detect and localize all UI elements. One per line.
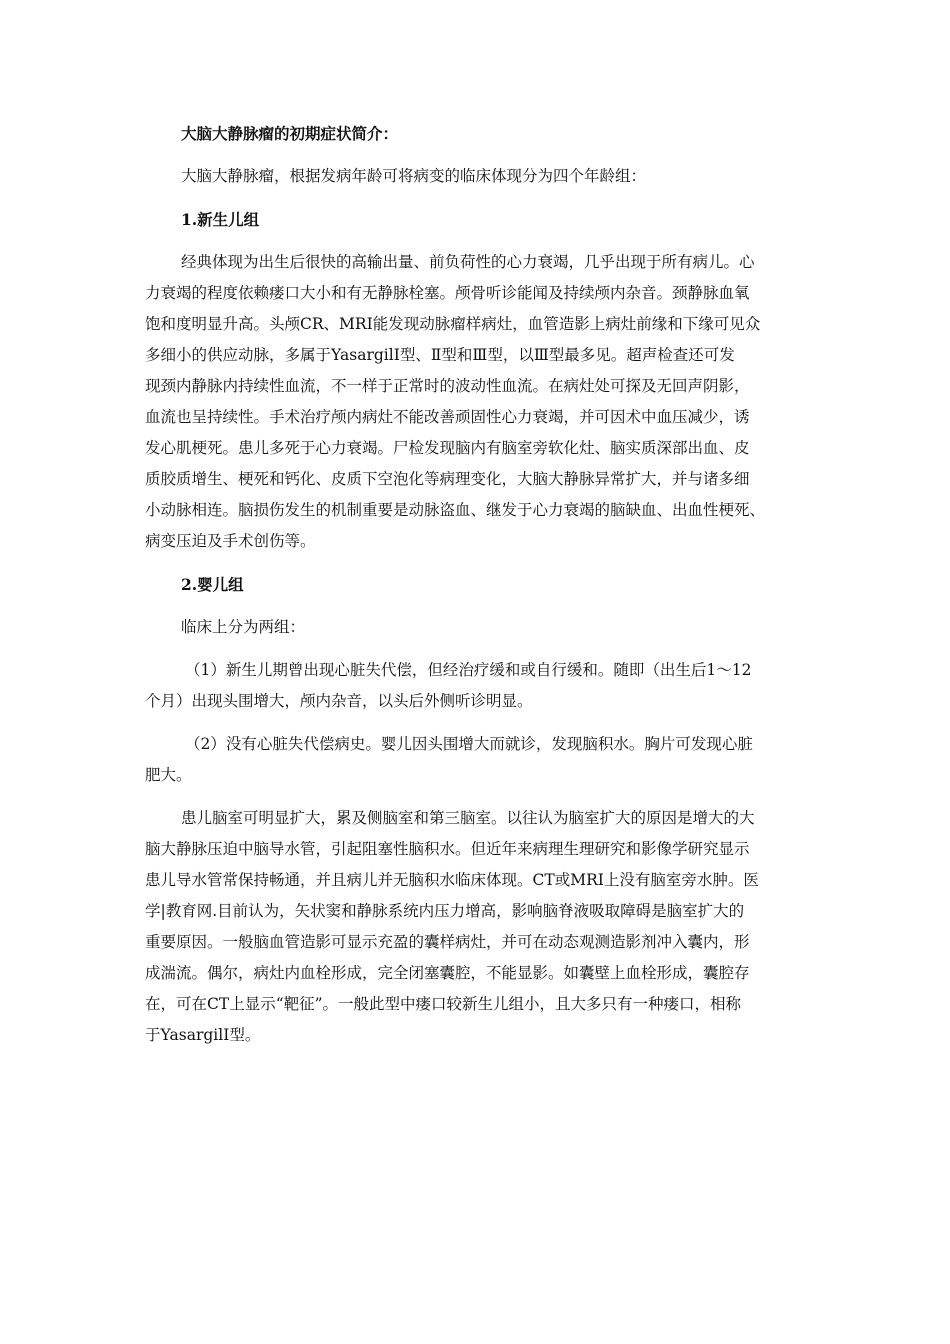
document-title: 大脑大静脉瘤的初期症状简介： — [181, 124, 399, 143]
paragraph-line: 重要原因。一般脑血管造影可显示充盈的囊样病灶，并可在动态观测造影剂冲入囊内，形 — [145, 933, 750, 951]
paragraph-line: 病变压迫及手术创伤等。 — [145, 532, 316, 550]
section1-paragraph — [145, 247, 810, 557]
list-item-1 — [145, 655, 810, 717]
list-item-line: 个月）出现头围增大，颅内杂音，以头后外侧听诊明显。 — [145, 692, 533, 710]
paragraph-line: 多细小的供应动脉，多属于YasargilⅠ型、Ⅱ型和Ⅲ型，以Ⅲ型最多见。超声检查还可发 — [145, 346, 735, 364]
paragraph-line: 饱和度明显升高。头颅CR、MRI能发现动脉瘤样病灶，血管造影上病灶前缘和下缘可见众 — [145, 315, 761, 333]
document-page — [145, 118, 810, 1051]
paragraph-line: 发心肌梗死。患儿多死于心力衰竭。尸检发现脑内有脑室旁软化灶、脑实质深部出血、皮 — [145, 439, 750, 457]
paragraph-line: 脑大静脉压迫中脑导水管，引起阻塞性脑积水。但近年来病理生理研究和影像学研究显示 — [145, 840, 750, 858]
paragraph-line: 现颈内静脉内持续性血流，不一样于正常时的波动性血流。在病灶处可探及无回声阴影， — [145, 377, 750, 395]
section2-intro: 临床上分为两组： — [181, 618, 306, 636]
list-item-line: （1）新生儿期曾出现心脏失代偿，但经治疗缓和或自行缓和。随即（出生后1～12 — [185, 661, 752, 679]
paragraph-line: 在，可在CT上显示“靶征”。一般此型中瘘口较新生儿组小，且大多只有一种瘘口，相称 — [145, 995, 742, 1013]
paragraph-line: 学|教育网.目前认为，矢状窦和静脉系统内压力增高，影响脑脊液吸取障碍是脑室扩大的 — [145, 902, 745, 920]
paragraph-line: 患儿导水管常保持畅通，并且病儿并无脑积水临床体现。CT或MRI上没有脑室旁水肿。医 — [145, 871, 759, 889]
paragraph-line: 血流也呈持续性。手术治疗颅内病灶不能改善顽固性心力衰竭，并可因术中血压减少，诱 — [145, 408, 750, 426]
intro-paragraph: 大脑大静脉瘤，根据发病年龄可将病变的临床体现分为四个年龄组： — [181, 167, 647, 185]
paragraph-line: 小动脉相连。脑损伤发生的机制重要是动脉盗血、继发于心力衰竭的脑缺血、出血性梗死、 — [145, 501, 766, 519]
section2-heading: 2.婴儿组 — [181, 575, 244, 594]
paragraph-line: 力衰竭的程度依赖瘘口大小和有无静脉栓塞。颅骨听诊能闻及持续颅内杂音。颈静脉血氧 — [145, 284, 750, 302]
list-item-line: 肥大。 — [145, 766, 192, 784]
paragraph-line: 于YasargilⅠ型。 — [145, 1026, 261, 1044]
paragraph-line: 质胶质增生、梗死和钙化、皮质下空泡化等病理变化，大脑大静脉异常扩大，并与诸多细 — [145, 470, 750, 488]
paragraph-line: 患儿脑室可明显扩大，累及侧脑室和第三脑室。以往认为脑室扩大的原因是增大的大 — [181, 809, 755, 827]
section1-heading: 1.新生儿组 — [181, 210, 260, 229]
paragraph-line: 经典体现为出生后很快的高输出量、前负荷性的心力衰竭，几乎出现于所有病儿。心 — [181, 253, 755, 271]
section2-paragraph — [145, 803, 810, 1051]
paragraph-line: 成湍流。偶尔，病灶内血栓形成，完全闭塞囊腔，不能显影。如囊壁上血栓形成，囊腔存 — [145, 964, 750, 982]
list-item-2 — [145, 729, 810, 791]
list-item-line: （2）没有心脏失代偿病史。婴儿因头围增大而就诊，发现脑积水。胸片可发现心脏 — [185, 735, 753, 753]
